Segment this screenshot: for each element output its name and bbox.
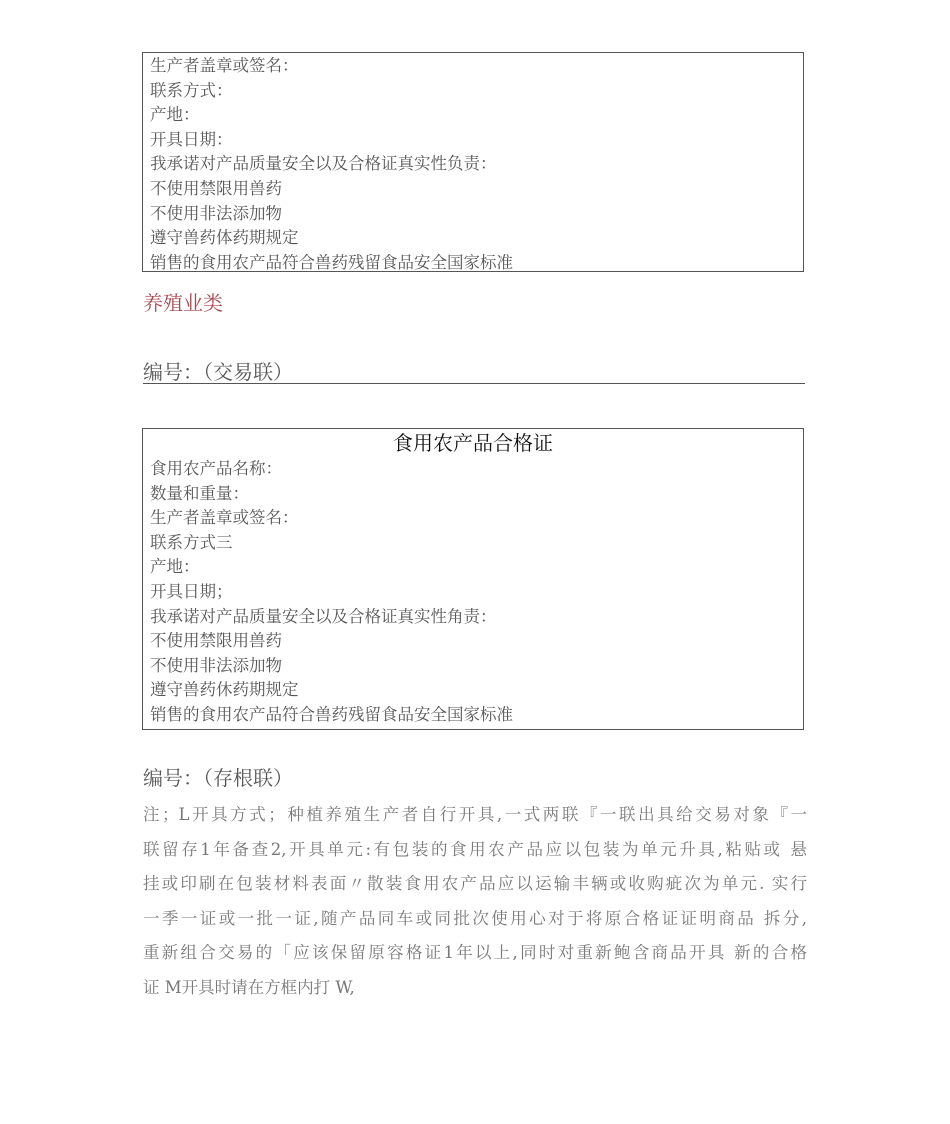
pledge-item: 遵守兽药休药期规定	[150, 680, 299, 700]
notes-line: 一季一证或一批一证,随产品同车或同批次使用心对于将原合格证证明商品 拆分,	[143, 908, 807, 928]
field-quantity-weight: 数量和重量：	[150, 483, 249, 503]
field-contact: 联系方式：	[150, 80, 233, 100]
certificate-box-top	[142, 52, 804, 272]
pledge-item: 销售的食用农产品符合兽药残留食品安全国家标准	[150, 252, 513, 272]
serial-number-stub: 编号：（存根联）	[143, 766, 293, 790]
field-producer-seal: 生产者盖章或签名：	[150, 56, 299, 75]
category-heading: 养殖业类	[143, 291, 223, 315]
pledge-item: 不使用非法添加物	[150, 203, 282, 223]
field-origin: 产地：	[150, 557, 200, 577]
certificate-title: 食用农产品合格证	[393, 431, 553, 455]
field-contact: 联系方式三	[150, 532, 233, 552]
field-origin: 产地：	[150, 105, 200, 125]
field-issue-date: 开具日期：	[150, 129, 233, 149]
notes-line: 挂或印刷在包装材料表面〃散装食用农产品应以运输丰辆或收购疵次为单元. 实行	[143, 874, 807, 893]
certificate-box	[142, 428, 804, 730]
pledge-item: 不使用禁限用兽药	[150, 178, 282, 198]
pledge-item: 不使用非法添加物	[150, 655, 282, 675]
notes-line: 注；L开具方式；种植养殖生产者自行开具,一式两联『一联出具给交易对象『一	[143, 805, 807, 824]
notes-paragraph	[143, 798, 807, 1005]
pledge-heading: 我承诺对产品质量安全以及合格证真实性负责：	[150, 154, 497, 174]
field-issue-date: 开具日期；	[150, 581, 233, 601]
field-product-name: 食用农产品名称：	[150, 459, 282, 478]
pledge-item: 不使用禁限用兽药	[150, 631, 282, 651]
field-producer-seal: 生产者盖章或签名：	[150, 508, 299, 528]
pledge-item: 销售的食用农产品符合兽药残留食品安全国家标准	[150, 704, 513, 724]
notes-line: 联留存1年备查2,开具单元:有包装的食用农产品应以包装为单元升具,粘贴或 悬	[143, 839, 807, 859]
notes-line: 证 M开具时请在方框内打 W,	[143, 977, 355, 997]
serial-number-transaction: 编号：（交易联）	[143, 359, 805, 384]
pledge-item: 遵守兽药体药期规定	[150, 228, 299, 248]
pledge-heading: 我承诺对产品质量安全以及合格证真实性角责：	[150, 606, 497, 626]
notes-line: 重新组合交易的「应该保留原容格证1年以上,同时对重新鲍含商品开具 新的合格	[143, 943, 807, 962]
